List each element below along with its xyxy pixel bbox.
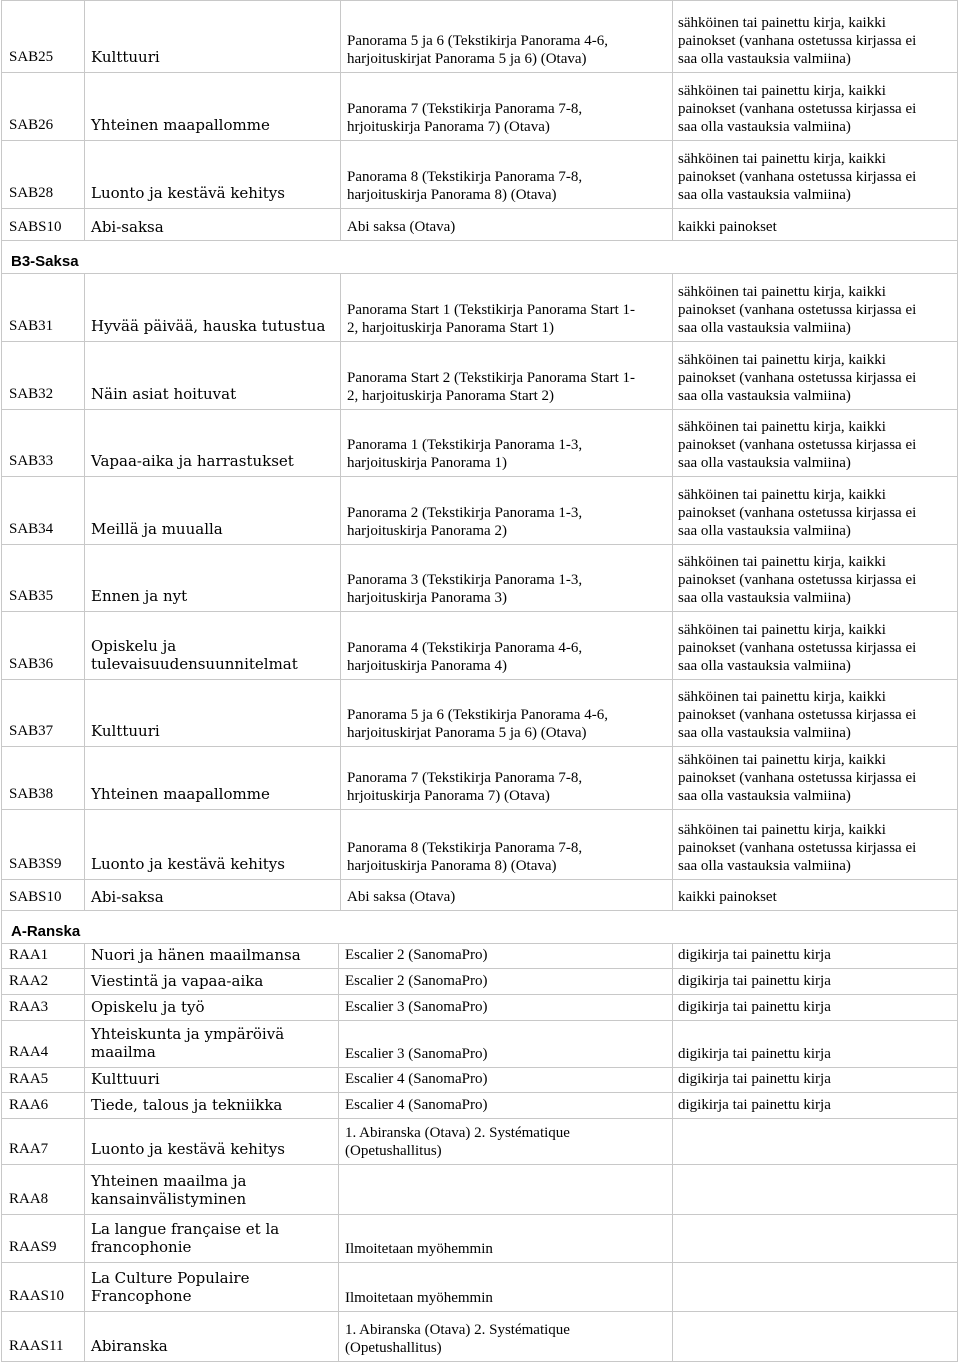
course-book: [341, 680, 673, 747]
course-name-line: Abi-saksa: [91, 888, 164, 906]
course-note-line: painokset (vanhana ostetussa kirjassa ei: [678, 33, 917, 49]
course-book: [339, 1312, 673, 1362]
course-note-line: painokset (vanhana ostetussa kirjassa ei: [678, 707, 917, 723]
course-name-line: Hyvää päivää, hauska tutustua: [91, 317, 326, 335]
course-note-line: sähköinen tai painettu kirja, kaikki: [678, 752, 886, 768]
course-book-line: Escalier 4 (SanomaPro): [345, 1097, 488, 1113]
course-book-line: Panorama 7 (Tekstikirja Panorama 7-8,: [347, 101, 583, 117]
course-name: [85, 944, 339, 969]
table-row: [2, 1119, 958, 1165]
course-note-line: kaikki painokset: [678, 219, 777, 235]
course-name: [85, 880, 341, 911]
course-name: [85, 1, 341, 73]
course-code: SAB25: [2, 1, 85, 73]
course-book-line: Panorama 2 (Tekstikirja Panorama 1-3,: [347, 505, 583, 521]
course-note: [673, 1021, 958, 1068]
course-book: [339, 1021, 673, 1068]
course-name: [85, 545, 341, 612]
course-code: RAA7: [2, 1119, 85, 1165]
table-row: [2, 995, 958, 1021]
course-book: [339, 1068, 673, 1093]
course-name-line: Abi-saksa: [91, 218, 164, 236]
course-book: [341, 274, 673, 342]
course-book: [341, 747, 673, 810]
course-note: [673, 1215, 958, 1263]
course-note-line: painokset (vanhana ostetussa kirjassa ei: [678, 169, 917, 185]
course-book-line: Panorama 1 (Tekstikirja Panorama 1-3,: [347, 437, 583, 453]
course-book: [341, 1, 673, 73]
course-note: [673, 944, 958, 969]
course-name: [85, 810, 341, 880]
course-book: [341, 477, 673, 545]
course-name: [85, 342, 341, 410]
course-note: [673, 995, 958, 1021]
course-name-line: francophonie: [91, 1238, 192, 1256]
course-book-line: Ilmoitetaan myöhemmin: [345, 1241, 493, 1257]
course-code: RAA8: [2, 1165, 85, 1215]
course-note-line: saa olla vastauksia valmiina): [678, 523, 851, 539]
course-name-line: Yhteiskunta ja ympäröivä: [91, 1025, 285, 1043]
course-book-line: Panorama 8 (Tekstikirja Panorama 7-8,: [347, 169, 583, 185]
course-book: [339, 944, 673, 969]
course-note-line: saa olla vastauksia valmiina): [678, 590, 851, 606]
course-name: [85, 141, 341, 209]
course-book-line: Escalier 4 (SanomaPro): [345, 1071, 488, 1087]
course-code: SAB36: [2, 612, 85, 680]
course-name-line: Yhteinen maailma ja: [91, 1172, 247, 1190]
course-code: SAB32: [2, 342, 85, 410]
course-book-line: harjoituskirjat Panorama 5 ja 6) (Otava): [347, 725, 587, 741]
course-note-line: sähköinen tai painettu kirja, kaikki: [678, 151, 886, 167]
course-book: [341, 612, 673, 680]
course-note-line: saa olla vastauksia valmiina): [678, 788, 851, 804]
a-ranska-heading: A-Ranska: [2, 911, 958, 944]
course-book-line: Abi saksa (Otava): [347, 889, 456, 905]
course-book: [339, 995, 673, 1021]
table-row: [2, 342, 958, 410]
a-ranska-table: [1, 910, 958, 1362]
course-book-line: Panorama 5 ja 6 (Tekstikirja Panorama 4-6,: [347, 33, 608, 49]
table-row: [2, 969, 958, 995]
table-row: [2, 944, 958, 969]
table-row: [2, 1215, 958, 1263]
course-note: [673, 1119, 958, 1165]
course-book: [341, 545, 673, 612]
course-book-line: Escalier 3 (SanomaPro): [345, 999, 488, 1015]
course-name-line: tulevaisuudensuunnitelmat: [91, 655, 298, 673]
course-name-line: kansainvälistyminen: [91, 1190, 247, 1208]
course-note-line: digikirja tai painettu kirja: [678, 973, 831, 989]
course-book-line: harjoituskirja Panorama 1): [347, 455, 507, 471]
course-code: SAB33: [2, 410, 85, 477]
course-note-line: painokset (vanhana ostetussa kirjassa ei: [678, 437, 917, 453]
course-book-line: (Opetushallitus): [345, 1340, 442, 1356]
course-book-line: harjoituskirjat Panorama 5 ja 6) (Otava): [347, 51, 587, 67]
table-row: [2, 1312, 958, 1362]
course-book-line: Panorama Start 1 (Tekstikirja Panorama Start 1-: [347, 302, 636, 318]
course-book: [339, 1093, 673, 1119]
course-book: [339, 969, 673, 995]
course-name-line: Kulttuuri: [91, 722, 160, 740]
course-name-line: Kulttuuri: [91, 48, 160, 66]
table-row: [2, 545, 958, 612]
course-note-line: digikirja tai painettu kirja: [678, 1097, 831, 1113]
course-note-line: painokset (vanhana ostetussa kirjassa ei: [678, 505, 917, 521]
course-note: [673, 410, 958, 477]
table-row: [2, 747, 958, 810]
course-book: [341, 410, 673, 477]
course-code: RAA4: [2, 1021, 85, 1068]
course-note-line: saa olla vastauksia valmiina): [678, 858, 851, 874]
course-name: [85, 1165, 339, 1215]
course-book-line: Panorama 3 (Tekstikirja Panorama 1-3,: [347, 572, 583, 588]
course-note: [673, 477, 958, 545]
table-row: [2, 810, 958, 880]
course-name-line: Yhteinen maapallomme: [91, 785, 270, 803]
course-name: [85, 747, 341, 810]
table-row: [2, 274, 958, 342]
course-book-line: 1. Abiranska (Otava) 2. Systématique: [345, 1125, 570, 1141]
course-name: [85, 969, 339, 995]
course-book-line: harjoituskirja Panorama 8) (Otava): [347, 858, 557, 874]
table-row: [2, 612, 958, 680]
table-row: [2, 209, 958, 241]
course-code: RAAS11: [2, 1312, 85, 1362]
course-name: [85, 1119, 339, 1165]
table-row: [2, 1263, 958, 1312]
table-row: [2, 1165, 958, 1215]
course-name-line: La langue française et la: [91, 1220, 280, 1238]
course-name-line: Viestintä ja vapaa-aika: [91, 972, 264, 990]
course-note-line: sähköinen tai painettu kirja, kaikki: [678, 554, 886, 570]
course-name-line: Francophone: [91, 1287, 192, 1305]
course-name: [85, 1263, 339, 1312]
course-note-line: painokset (vanhana ostetussa kirjassa ei: [678, 770, 917, 786]
course-note-line: saa olla vastauksia valmiina): [678, 320, 851, 336]
course-book-line: harjoituskirja Panorama 2): [347, 523, 507, 539]
course-code: SAB34: [2, 477, 85, 545]
course-book: [339, 1215, 673, 1263]
course-name-line: Tiede, talous ja tekniikka: [91, 1096, 283, 1114]
table-row: [2, 141, 958, 209]
course-note: [673, 209, 958, 241]
course-code: SAB38: [2, 747, 85, 810]
course-note-line: sähköinen tai painettu kirja, kaikki: [678, 689, 886, 705]
course-name: [85, 477, 341, 545]
course-book: [341, 810, 673, 880]
course-name-line: Näin asiat hoituvat: [91, 385, 237, 403]
course-name-line: Yhteinen maapallomme: [91, 116, 270, 134]
course-name-line: Opiskelu ja työ: [91, 998, 205, 1016]
course-note-line: saa olla vastauksia valmiina): [678, 119, 851, 135]
course-name: [85, 73, 341, 141]
course-note-line: saa olla vastauksia valmiina): [678, 658, 851, 674]
course-name: [85, 1068, 339, 1093]
course-name-line: maailma: [91, 1043, 156, 1061]
course-name: [85, 1312, 339, 1362]
course-note-line: sähköinen tai painettu kirja, kaikki: [678, 83, 886, 99]
course-note: [673, 680, 958, 747]
course-book-line: harjoituskirja Panorama 3): [347, 590, 507, 606]
course-code: RAA5: [2, 1068, 85, 1093]
course-code: SAB35: [2, 545, 85, 612]
top-course-table: [1, 0, 958, 241]
course-book: [341, 73, 673, 141]
course-book-line: hrjoituskirja Panorama 7) (Otava): [347, 119, 550, 135]
course-book-line: Panorama 7 (Tekstikirja Panorama 7-8,: [347, 770, 583, 786]
course-note: [673, 342, 958, 410]
course-note-line: painokset (vanhana ostetussa kirjassa ei: [678, 101, 917, 117]
course-note-line: digikirja tai painettu kirja: [678, 1046, 831, 1062]
course-name: [85, 209, 341, 241]
course-book: [339, 1119, 673, 1165]
course-note: [673, 612, 958, 680]
course-note-line: painokset (vanhana ostetussa kirjassa ei: [678, 572, 917, 588]
course-book-line: Ilmoitetaan myöhemmin: [345, 1290, 493, 1306]
course-note: [673, 1165, 958, 1215]
course-book-line: Panorama 5 ja 6 (Tekstikirja Panorama 4-6,: [347, 707, 608, 723]
course-code: RAA3: [2, 995, 85, 1021]
course-name-line: Meillä ja muualla: [91, 520, 223, 538]
course-code: SABS10: [2, 209, 85, 241]
course-code: SAB31: [2, 274, 85, 342]
course-note: [673, 1093, 958, 1119]
course-note: [673, 969, 958, 995]
course-note: [673, 274, 958, 342]
course-code: SAB37: [2, 680, 85, 747]
course-note-line: digikirja tai painettu kirja: [678, 999, 831, 1015]
course-book-line: Panorama 8 (Tekstikirja Panorama 7-8,: [347, 840, 583, 856]
course-code: SAB3S9: [2, 810, 85, 880]
course-book: [339, 1263, 673, 1312]
course-note: [673, 1068, 958, 1093]
course-note-line: painokset (vanhana ostetussa kirjassa ei: [678, 370, 917, 386]
course-note: [673, 810, 958, 880]
course-name: [85, 1093, 339, 1119]
table-row: [2, 410, 958, 477]
course-name-line: La Culture Populaire: [91, 1269, 250, 1287]
course-note-line: sähköinen tai painettu kirja, kaikki: [678, 284, 886, 300]
course-book: [341, 141, 673, 209]
course-note-line: sähköinen tai painettu kirja, kaikki: [678, 352, 886, 368]
course-book-line: hrjoituskirja Panorama 7) (Otava): [347, 788, 550, 804]
course-note: [673, 747, 958, 810]
course-note: [673, 1, 958, 73]
table-row: [2, 1021, 958, 1068]
course-code: SAB26: [2, 73, 85, 141]
course-note-line: saa olla vastauksia valmiina): [678, 51, 851, 67]
course-name-line: Luonto ja kestävä kehitys: [91, 855, 285, 873]
course-note-line: saa olla vastauksia valmiina): [678, 388, 851, 404]
course-name-line: Opiskelu ja: [91, 637, 177, 655]
course-note: [673, 545, 958, 612]
course-book: [341, 880, 673, 911]
course-book-line: harjoituskirja Panorama 8) (Otava): [347, 187, 557, 203]
course-name: [85, 410, 341, 477]
course-note-line: sähköinen tai painettu kirja, kaikki: [678, 487, 886, 503]
table-row: [2, 880, 958, 911]
course-note-line: digikirja tai painettu kirja: [678, 1071, 831, 1087]
course-note: [673, 1263, 958, 1312]
course-note: [673, 1312, 958, 1362]
course-book-line: (Opetushallitus): [345, 1143, 442, 1159]
table-row: [2, 1068, 958, 1093]
course-code: RAA2: [2, 969, 85, 995]
course-name-line: Nuori ja hänen maailmansa: [91, 946, 301, 964]
course-name-line: Ennen ja nyt: [91, 587, 188, 605]
course-note-line: saa olla vastauksia valmiina): [678, 187, 851, 203]
course-book-line: 1. Abiranska (Otava) 2. Systématique: [345, 1322, 570, 1338]
table-row: [2, 73, 958, 141]
course-note-line: painokset (vanhana ostetussa kirjassa ei: [678, 640, 917, 656]
course-code: SABS10: [2, 880, 85, 911]
course-book-line: Escalier 2 (SanomaPro): [345, 973, 488, 989]
course-note-line: saa olla vastauksia valmiina): [678, 725, 851, 741]
course-note-line: painokset (vanhana ostetussa kirjassa ei: [678, 840, 917, 856]
course-code: SAB28: [2, 141, 85, 209]
course-book-line: Abi saksa (Otava): [347, 219, 456, 235]
course-name: [85, 995, 339, 1021]
course-name: [85, 680, 341, 747]
course-note: [673, 141, 958, 209]
b3-saksa-heading: B3-Saksa: [2, 241, 958, 274]
course-name-line: Kulttuuri: [91, 1070, 160, 1088]
course-code: RAA1: [2, 944, 85, 969]
table-row: [2, 1, 958, 73]
course-name-line: Luonto ja kestävä kehitys: [91, 1140, 285, 1158]
course-name: [85, 1215, 339, 1263]
course-name-line: Luonto ja kestävä kehitys: [91, 184, 285, 202]
b3-saksa-table: [1, 240, 958, 911]
table-row: [2, 477, 958, 545]
course-note-line: digikirja tai painettu kirja: [678, 947, 831, 963]
course-book-line: Panorama Start 2 (Tekstikirja Panorama Start 1-: [347, 370, 636, 386]
table-row: [2, 1093, 958, 1119]
table-row: [2, 680, 958, 747]
course-note-line: painokset (vanhana ostetussa kirjassa ei: [678, 302, 917, 318]
course-note-line: sähköinen tai painettu kirja, kaikki: [678, 822, 886, 838]
course-book: [339, 1165, 673, 1215]
course-book-line: harjoituskirja Panorama 4): [347, 658, 507, 674]
course-note-line: sähköinen tai painettu kirja, kaikki: [678, 15, 886, 31]
course-name: [85, 1021, 339, 1068]
course-name: [85, 612, 341, 680]
course-name-line: Vapaa-aika ja harrastukset: [91, 452, 294, 470]
course-name: [85, 274, 341, 342]
course-code: RAAS10: [2, 1263, 85, 1312]
course-book-line: Escalier 3 (SanomaPro): [345, 1046, 488, 1062]
course-book-line: Panorama 4 (Tekstikirja Panorama 4-6,: [347, 640, 583, 656]
course-note: [673, 73, 958, 141]
course-note-line: sähköinen tai painettu kirja, kaikki: [678, 419, 886, 435]
course-code: RAA6: [2, 1093, 85, 1119]
course-note: [673, 880, 958, 911]
course-book: [341, 209, 673, 241]
course-code: RAAS9: [2, 1215, 85, 1263]
course-book: [341, 342, 673, 410]
course-book-line: 2, harjoituskirja Panorama Start 2): [347, 388, 555, 404]
course-name-line: Abiranska: [91, 1337, 168, 1355]
course-book-line: 2, harjoituskirja Panorama Start 1): [347, 320, 555, 336]
course-note-line: sähköinen tai painettu kirja, kaikki: [678, 622, 886, 638]
course-note-line: saa olla vastauksia valmiina): [678, 455, 851, 471]
course-book-line: Escalier 2 (SanomaPro): [345, 947, 488, 963]
course-note-line: kaikki painokset: [678, 889, 777, 905]
